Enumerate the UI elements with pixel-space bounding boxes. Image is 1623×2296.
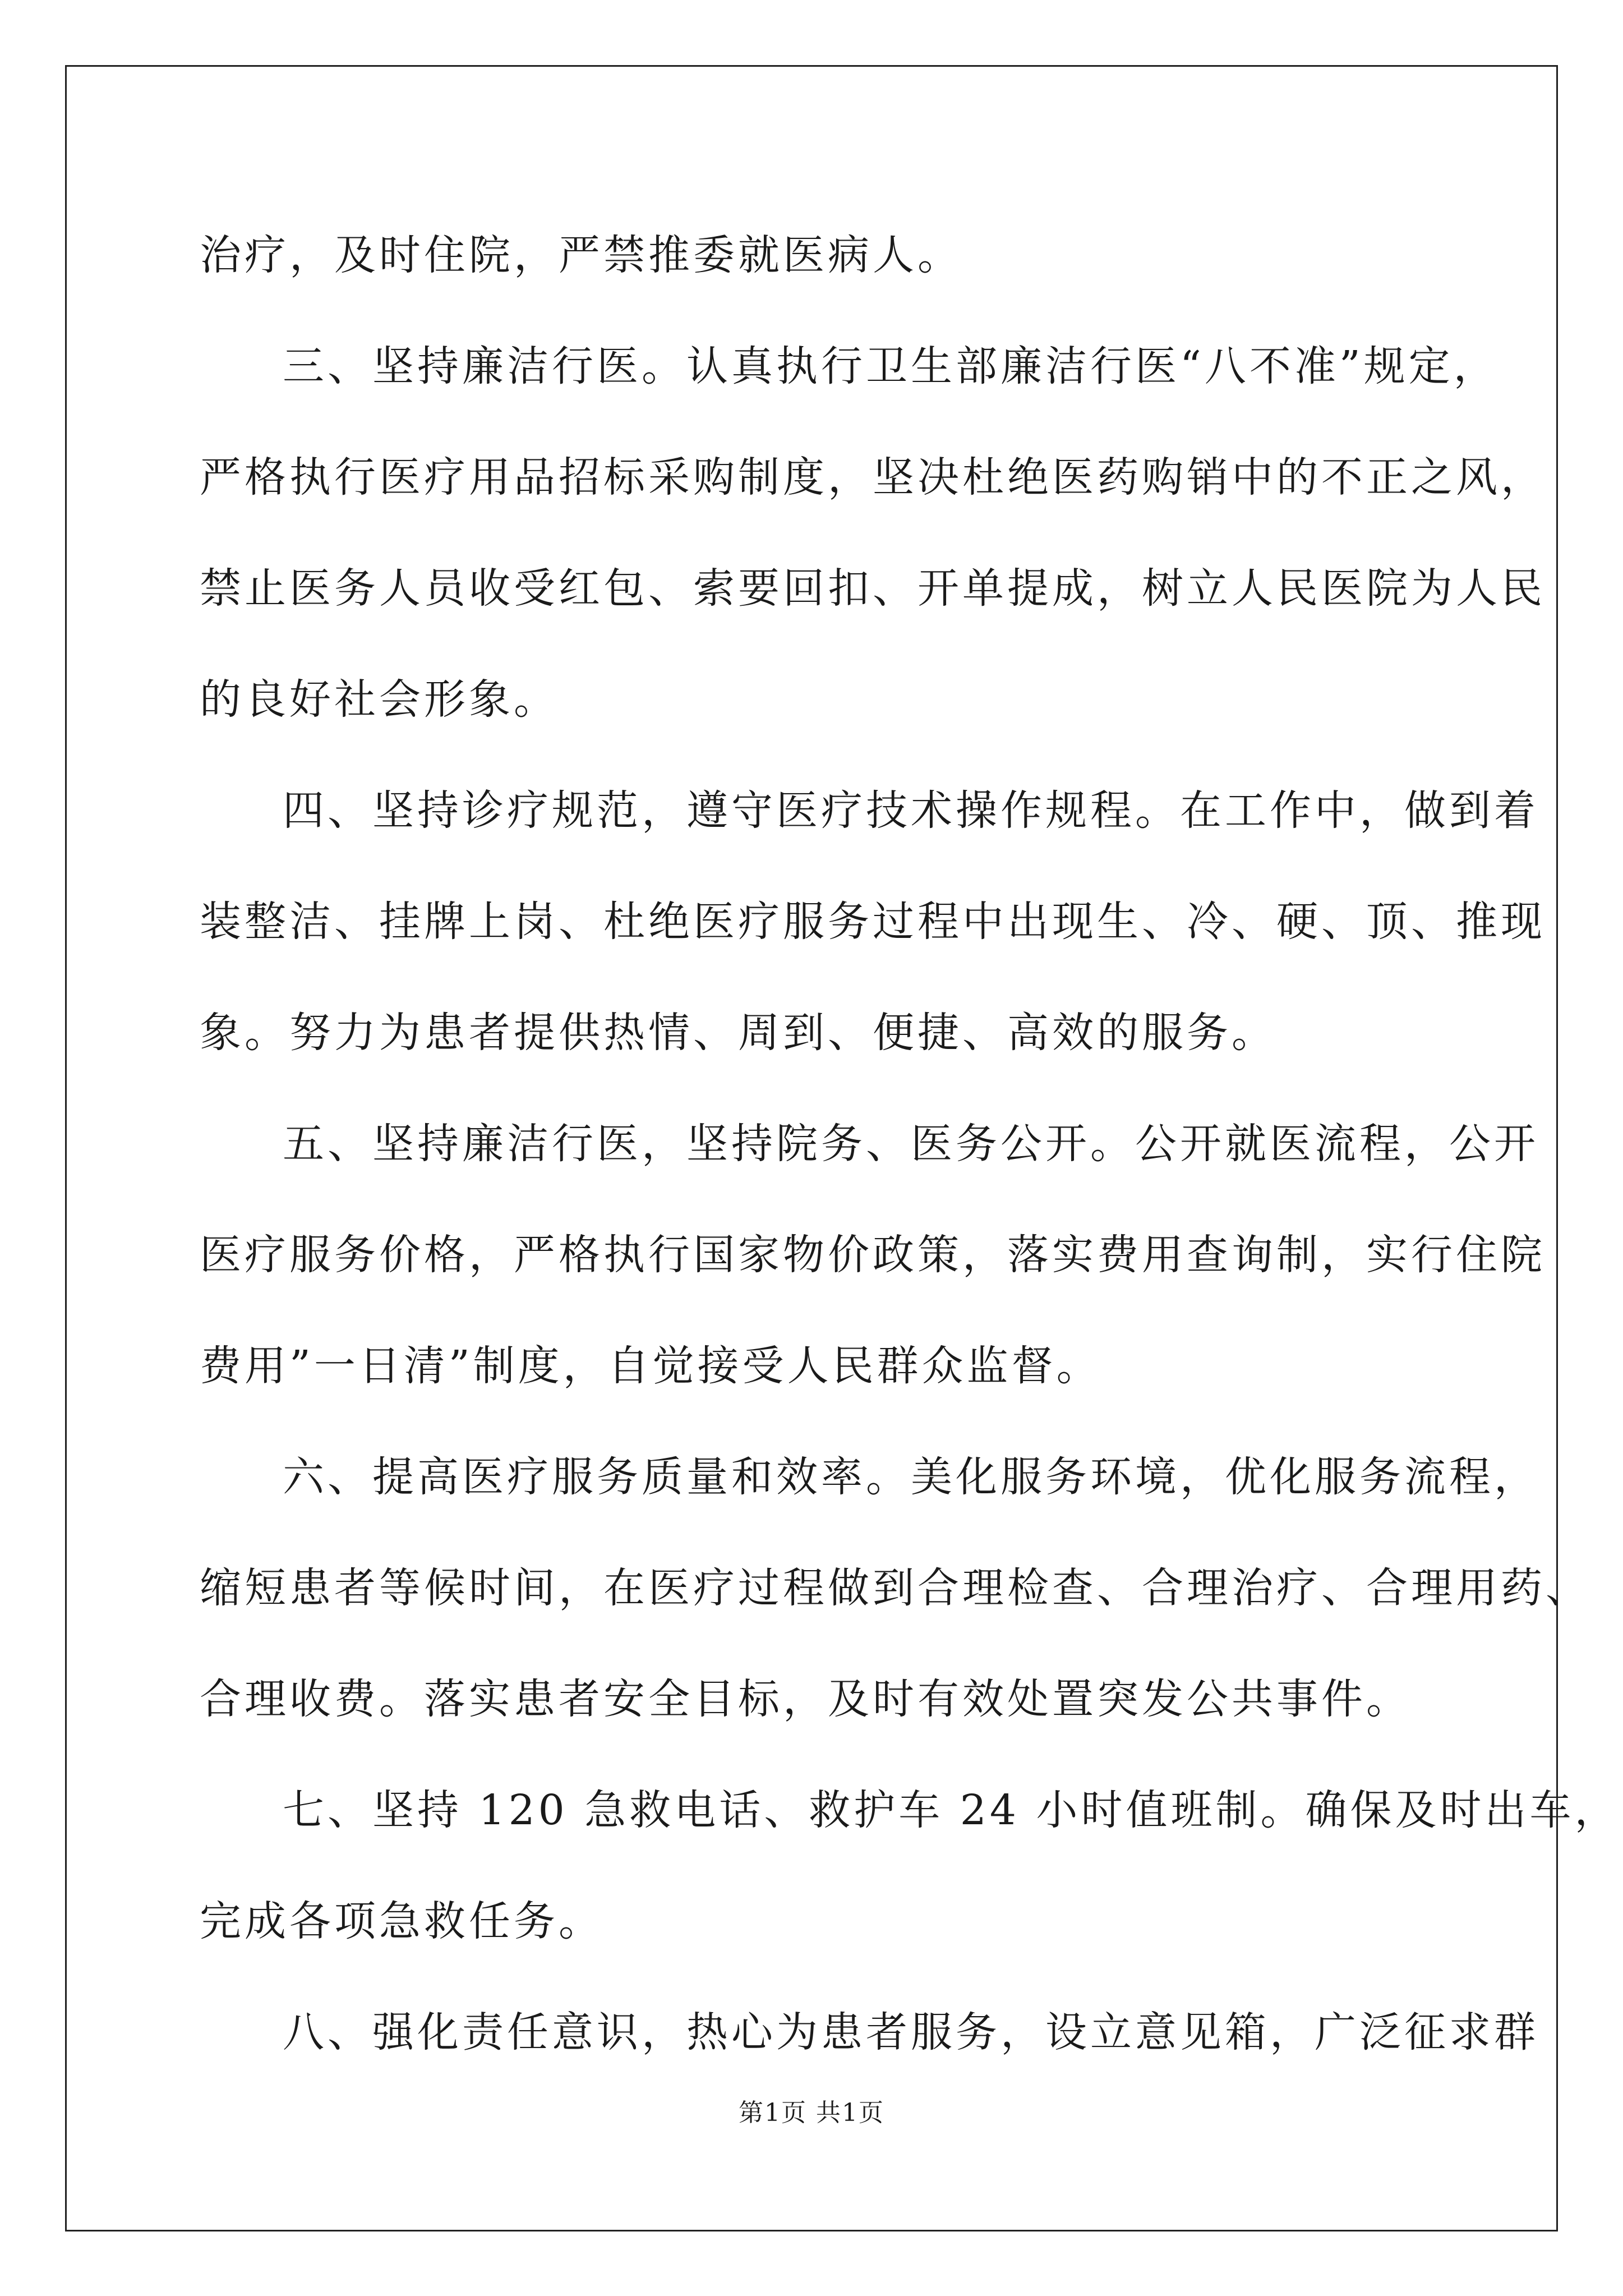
paragraph-4-line: 象。努力为患者提供热情、周到、便捷、高效的服务。 [200, 1009, 1276, 1057]
paragraph-3-line: 禁止医务人员收受红包、索要回扣、开单提成，树立人民医院为人民 [200, 564, 1546, 613]
paragraph-7-line: 完成各项急救任务。 [200, 1897, 603, 1945]
paragraph-5-line: 费用”一日清”制度，自觉接受人民群众监督。 [200, 1342, 1101, 1390]
paragraph-6-line: 六、提高医疗服务质量和效率。美化服务环境，优化服务流程， [283, 1453, 1539, 1501]
paragraph-4-line: 四、坚持诊疗规范，遵守医疗技术操作规程。在工作中，做到着 [283, 786, 1539, 835]
paragraph-3-line: 的良好社会形象。 [200, 675, 559, 724]
paragraph-8-line: 八、强化责任意识，热心为患者服务，设立意见箱，广泛征求群 [283, 2008, 1539, 2056]
text-line: 治疗，及时住院，严禁推委就医病人。 [200, 231, 962, 279]
paragraph-3-line: 严格执行医疗用品招标采购制度，坚决杜绝医药购销中的不正之风， [200, 453, 1546, 501]
paragraph-7-line: 七、坚持 120 急救电话、救护车 24 小时值班制。确保及时出车， [283, 1786, 1620, 1834]
paragraph-6-line: 缩短患者等候时间，在医疗过程做到合理检查、合理治疗、合理用药、 [200, 1564, 1590, 1612]
page-footer: 第1页 共1页 [739, 2099, 884, 2127]
paragraph-5-line: 医疗服务价格，严格执行国家物价政策，落实费用查询制，实行住院 [200, 1231, 1546, 1279]
paragraph-4-line: 装整洁、挂牌上岗、杜绝医疗服务过程中出现生、冷、硬、顶、推现 [200, 898, 1546, 946]
paragraph-6-line: 合理收费。落实患者安全目标，及时有效处置突发公共事件。 [200, 1675, 1411, 1723]
paragraph-3-line: 三、坚持廉洁行医。认真执行卫生部廉洁行医“八不准”规定， [283, 342, 1498, 390]
paragraph-5-line: 五、坚持廉洁行医，坚持院务、医务公开。公开就医流程，公开 [283, 1120, 1539, 1168]
